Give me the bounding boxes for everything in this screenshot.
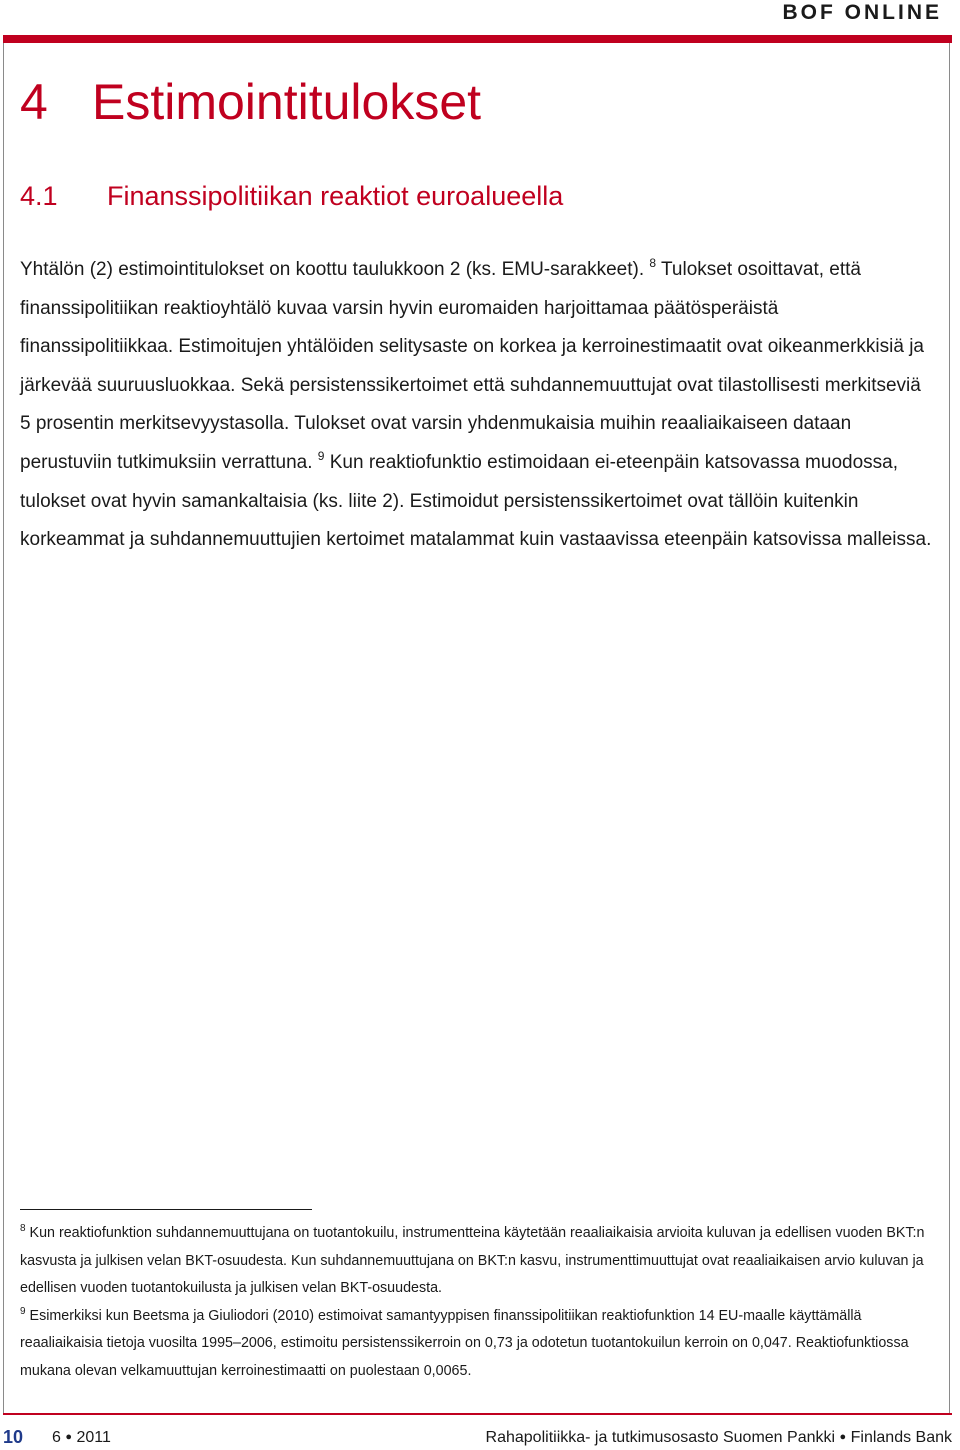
page-footer [0,1425,960,1449]
section-number: 4 [20,74,48,130]
footnote-ref-9[interactable]: 9 [317,448,325,463]
bank-name-fi: Suomen Pankki [722,1429,836,1446]
publisher-info [486,1425,952,1450]
header-rule [3,35,952,43]
department: Rahapolitiikka- ja tutkimusosasto [485,1429,719,1446]
footnote-mark: 8 [20,1223,26,1234]
issue-number: 6 [52,1429,61,1446]
issue-info [52,1425,111,1450]
footnote-8 [20,1220,936,1303]
page-frame [3,43,950,1413]
body-part-1: Yhtälön (2) estimointitulokset on koottu taulukkoon 2 (ks. EMU-sarakkeet). [20,259,650,280]
footnote-ref-8[interactable]: 8 [649,256,657,270]
footnotes [20,1220,936,1385]
footer-rule [3,1413,952,1415]
bullet-icon: ● [839,1431,847,1443]
footnote-mark: 9 [20,1305,26,1317]
body-part-2: Tulokset osoittavat, että finanssipolitiikan reaktioyhtälö kuvaa varsin hyvin euromaiden harjoittamaa päätösperäistä finanssipolitiikkaa. Estimoitujen yhtälöiden selitysaste on korkea ja kerroinestimaatit ovat oikeanmerkkisiä ja järkevää suuruusluokkaa. Sekä persistenssikertoimet että suhdannemuuttujat ovat tilastollisesti merkitseviä 5 prosentin merkitsevyystasolla. Tulokset ovat varsin yhdenmukaisia muihin reaaliaikaiseen dataan perustuviin tutkimuksiin verrattuna. [20,259,924,473]
footnote-text: Kun reaktiofunktion suhdannemuuttujana on tuotantokuilu, instrumentteina käytetään reaaliaikaisia arvioita kuluvan ja edellisen vuoden BKT:n kasvusta ja julkisen velan BKT-osuudesta. Kun suhdannemuuttujana on BKT:n kasvu, instrumenttimuuttujat ovat reaaliaikaisen arvio kuluvan ja edellisen vuoden tuotantokuilusta ja julkisen velan BKT-osuudesta. [20,1225,925,1296]
footnote-text: Esimerkiksi kun Beetsma ja Giuliodori (2010) estimoivat samantyyppisen finanssipolitiikan reaktiofunktion 14 EU-maalle käyttämällä reaaliaikaisia tietoja vuosilta 1995–2006, estimoitu persistenssikerroin on 0,73 ja odotetun tuotantokuilun kerroin on 0,047. Reaktiofunktiossa mukana olevan velkamuuttujan kerroinestimaatti on puolestaan 0,0065. [20,1307,909,1379]
subsection-title: Finanssipolitiikan reaktiot euroalueella [107,181,564,211]
subsection-number: 4.1 [20,181,58,211]
subsection-heading [20,178,563,214]
page-number: 10 [3,1427,24,1447]
body-paragraph [20,251,936,560]
footnote-separator [20,1209,312,1210]
issue-year: 2011 [76,1429,111,1446]
body-part-3: Kun reaktiofunktio estimoidaan ei-eteenpäin katsovassa muodossa, tulokset ovat hyvin samankaltaisia (ks. liite 2). Estimoidut persistenssikertoimet ovat tällöin kuitenkin korkeammat ja suhdannemuuttujien kertoimet matalammat kuin vastaavissa eteenpäin katsovissa malleissa. [20,451,932,551]
brand-header: BOF ONLINE [782,1,942,24]
section-heading [20,72,481,132]
bullet-icon: ● [65,1431,73,1443]
section-title: Estimointitulokset [92,74,482,130]
bank-name-en: Finlands Bank [850,1429,952,1446]
footnote-9 [20,1303,936,1386]
